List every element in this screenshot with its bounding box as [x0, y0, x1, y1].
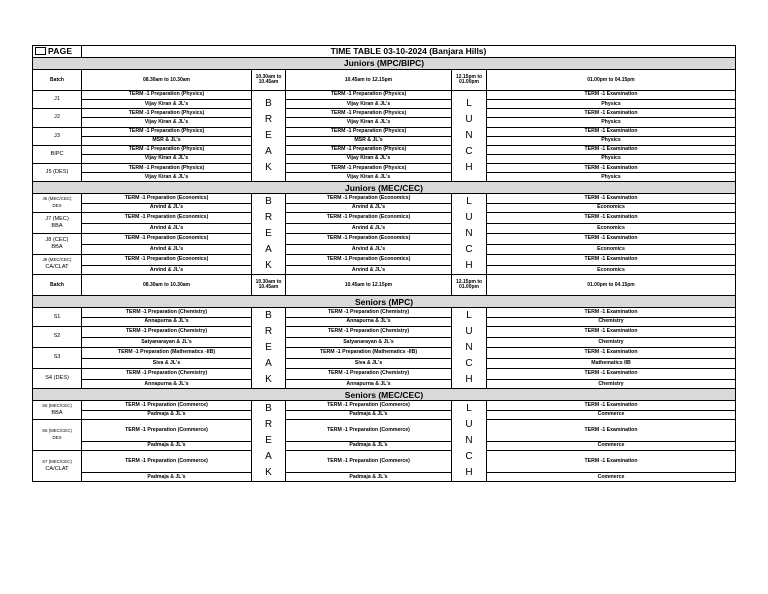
slot-2-teacher: Vijay Kiran & JL's [286, 118, 452, 127]
slot-1-subject: TERM -1 Preparation (Mathematics -IIB) [82, 347, 252, 359]
slot-3-subject: TERM -1 Examination [487, 233, 736, 245]
lunch-column-letter: L [466, 310, 472, 322]
title-row [33, 46, 736, 58]
slot-1-subject: TERM -1 Preparation (Chemistry) [82, 368, 252, 380]
slot-3-subject-name: Commerce [487, 441, 736, 450]
logo-icon [35, 47, 46, 55]
slot-2-subject: TERM -1 Preparation (Chemistry) [286, 308, 452, 317]
table-row [33, 410, 736, 419]
slot-2-subject: TERM -1 Preparation (Economics) [286, 212, 452, 224]
break-column [252, 91, 286, 182]
lunch-column-letter: H [465, 467, 473, 479]
header-batch: Batch [33, 70, 82, 91]
batch-cell [33, 368, 82, 389]
batch-name: J5 (DES) [45, 169, 69, 176]
break-column [252, 194, 286, 275]
slot-3-subject: TERM -1 Examination [487, 254, 736, 266]
header-slot-3: 01.00pm to 04.15pm [487, 70, 736, 91]
batch-cell [33, 164, 82, 182]
slot-2-subject: TERM -1 Preparation (Economics) [286, 194, 452, 203]
table-row [33, 266, 736, 275]
batch-name: S2 [53, 333, 61, 340]
slot-2-subject: TERM -1 Preparation (Commerce) [286, 401, 452, 410]
break-column-letter: R [264, 114, 273, 126]
break-column-letter: A [265, 358, 272, 370]
batch-name: J3 [54, 132, 60, 139]
slot-2-teacher: Siva & JL's [286, 359, 452, 368]
lunch-column-letter: L [466, 196, 472, 208]
batch-stream: CA/CLAT [45, 264, 69, 271]
slot-1-teacher: MSR & JL's [82, 136, 252, 145]
slot-1-subject: TERM -1 Preparation (Chemistry) [82, 326, 252, 338]
batch-cell [33, 401, 82, 419]
slot-3-subject: TERM -1 Examination [487, 308, 736, 317]
table-row [33, 317, 736, 326]
table-row [33, 380, 736, 389]
header-break-slot: 10.30am to 10.45am [252, 70, 286, 91]
batch-cell [33, 145, 82, 163]
slot-1-subject: TERM -1 Preparation (Commerce) [82, 451, 252, 473]
slot-3-subject-name: Commerce [487, 410, 736, 419]
table-row [33, 368, 736, 380]
break-column-letter: A [265, 146, 272, 158]
break-column-letter: B [265, 310, 272, 322]
lunch-column-letter: N [465, 435, 473, 447]
table-row [33, 451, 736, 473]
batch-cell [33, 194, 82, 212]
slot-2-teacher: Satyanarayan & JL's [286, 338, 452, 347]
slot-3-subject: TERM -1 Examination [487, 91, 736, 100]
slot-2-subject: TERM -1 Preparation (Physics) [286, 145, 452, 154]
logo [33, 46, 82, 58]
column-header-row [33, 275, 736, 296]
slot-3-subject: TERM -1 Examination [487, 401, 736, 410]
table-row [33, 136, 736, 145]
slot-3-subject: TERM -1 Examination [487, 368, 736, 380]
slot-2-teacher: Padmaja & JL's [286, 410, 452, 419]
slot-3-subject: TERM -1 Examination [487, 451, 736, 473]
lunch-column-letter: C [465, 244, 473, 256]
lunch-column-letter: U [465, 114, 473, 126]
header-lunch-slot: 12.15pm to 01.00pm [452, 70, 487, 91]
lunch-column [452, 194, 487, 275]
header-slot-2: 10.45am to 12.15pm [286, 70, 452, 91]
slot-2-subject: TERM -1 Preparation (Economics) [286, 233, 452, 245]
batch-stream: DES [52, 434, 62, 440]
table-row [33, 164, 736, 173]
slot-3-subject-name: Physics [487, 154, 736, 163]
table-row [33, 338, 736, 347]
slot-3-subject: TERM -1 Examination [487, 164, 736, 173]
lunch-column-letter: N [465, 342, 473, 354]
section-title: Juniors (MEC/CEC) [33, 182, 736, 194]
table-row [33, 100, 736, 109]
section-title: Seniors (MEC/CEC) [33, 389, 736, 401]
slot-3-subject-name: Economics [487, 266, 736, 275]
slot-3-subject: TERM -1 Examination [487, 194, 736, 203]
slot-1-subject: TERM -1 Preparation (Economics) [82, 233, 252, 245]
slot-2-teacher: Padmaja & JL's [286, 473, 452, 482]
batch-stream: BBA [51, 410, 63, 417]
slot-2-subject: TERM -1 Preparation (Mathematics -IIB) [286, 347, 452, 359]
batch-name: BIPC [50, 150, 64, 157]
batch-cell [33, 109, 82, 127]
slot-3-subject-name: Physics [487, 100, 736, 109]
table-row [33, 233, 736, 245]
table-row [33, 245, 736, 254]
break-column-letter: R [264, 326, 273, 338]
table-row [33, 145, 736, 154]
section-title-row [33, 389, 736, 401]
slot-1-teacher: Padmaja & JL's [82, 473, 252, 482]
header-batch: Batch [33, 275, 82, 296]
table-row [33, 109, 736, 118]
slot-1-teacher: Arvind & JL's [82, 203, 252, 212]
slot-3-subject-name: Chemistry [487, 317, 736, 326]
break-column-letter: R [264, 212, 273, 224]
break-column-letter: B [265, 196, 272, 208]
timetable [32, 45, 736, 482]
slot-3-subject: TERM -1 Examination [487, 212, 736, 224]
table-row [33, 359, 736, 368]
batch-stream: BBA [51, 243, 63, 250]
table-row [33, 118, 736, 127]
batch-cell [33, 451, 82, 482]
lunch-column-letter: H [465, 374, 473, 386]
section-title: Seniors (MPC) [33, 296, 736, 308]
slot-3-subject-name: Mathematics IIB [487, 359, 736, 368]
batch-name: S1 [53, 313, 61, 320]
slot-3-subject: TERM -1 Examination [487, 419, 736, 441]
lunch-column-letter: H [465, 162, 473, 174]
table-row [33, 473, 736, 482]
slot-3-subject-name: Physics [487, 173, 736, 182]
lunch-column-letter: N [465, 228, 473, 240]
break-column-letter: E [265, 130, 272, 142]
slot-2-teacher: Arvind & JL's [286, 266, 452, 275]
batch-name: S4 (DES) [45, 374, 69, 381]
break-column [252, 401, 286, 482]
lunch-column-letter: L [466, 403, 472, 415]
slot-1-teacher: Padmaja & JL's [82, 441, 252, 450]
slot-1-teacher: Vijay Kiran & JL's [82, 118, 252, 127]
break-column-letter: A [265, 451, 272, 463]
slot-2-teacher: Arvind & JL's [286, 245, 452, 254]
slot-3-subject: TERM -1 Examination [487, 347, 736, 359]
header-slot-1: 08.30am to 10.30am [82, 275, 252, 296]
slot-2-teacher: Arvind & JL's [286, 224, 452, 233]
slot-1-subject: TERM -1 Preparation (Physics) [82, 109, 252, 118]
slot-2-teacher: MSR & JL's [286, 136, 452, 145]
table-row [33, 224, 736, 233]
break-column-letter: E [265, 228, 272, 240]
timetable-sheet [32, 45, 735, 482]
section-title-row [33, 58, 736, 70]
batch-name: J8 (CEC) [45, 236, 69, 243]
slot-1-teacher: Vijay Kiran & JL's [82, 154, 252, 163]
slot-3-subject-name: Economics [487, 245, 736, 254]
slot-1-subject: TERM -1 Preparation (Physics) [82, 127, 252, 136]
lunch-column-letter: N [465, 130, 473, 142]
table-row [33, 326, 736, 338]
slot-1-teacher: Siva & JL's [82, 359, 252, 368]
slot-1-teacher: Arvind & JL's [82, 266, 252, 275]
batch-name: S5 (MEC/CEC) [42, 403, 72, 409]
slot-1-subject: TERM -1 Preparation (Economics) [82, 254, 252, 266]
batch-name: S7 (MEC/CEC) [42, 459, 72, 465]
slot-2-teacher: Annapurna & JL's [286, 317, 452, 326]
section-title-row [33, 296, 736, 308]
table-row [33, 127, 736, 136]
batch-name: S6 (MEC/CEC) [42, 427, 72, 433]
break-column [252, 308, 286, 389]
slot-1-subject: TERM -1 Preparation (Commerce) [82, 419, 252, 441]
slot-3-subject-name: Physics [487, 136, 736, 145]
batch-name: J2 [54, 114, 60, 121]
break-column-letter: B [265, 98, 272, 110]
table-row [33, 441, 736, 450]
slot-1-subject: TERM -1 Preparation (Commerce) [82, 401, 252, 410]
slot-3-subject-name: Economics [487, 224, 736, 233]
slot-3-subject-name: Chemistry [487, 338, 736, 347]
page-title: TIME TABLE 03-10-2024 (Banjara Hills) [82, 46, 736, 58]
break-column-letter: K [265, 467, 272, 479]
slot-1-teacher: Annapurna & JL's [82, 380, 252, 389]
slot-3-subject: TERM -1 Examination [487, 326, 736, 338]
slot-3-subject: TERM -1 Examination [487, 127, 736, 136]
slot-2-subject: TERM -1 Preparation (Commerce) [286, 451, 452, 473]
lunch-column-letter: C [465, 451, 473, 463]
lunch-column [452, 401, 487, 482]
batch-stream: BBA [51, 222, 63, 229]
slot-2-teacher: Vijay Kiran & JL's [286, 100, 452, 109]
batch-cell [33, 212, 82, 233]
slot-1-subject: TERM -1 Preparation (Physics) [82, 91, 252, 100]
table-row [33, 154, 736, 163]
slot-2-subject: TERM -1 Preparation (Economics) [286, 254, 452, 266]
column-header-row [33, 70, 736, 91]
lunch-column-letter: C [465, 358, 473, 370]
break-column-letter: E [265, 435, 272, 447]
batch-stream: DES [52, 203, 62, 209]
lunch-column [452, 308, 487, 389]
lunch-column-letter: U [465, 212, 473, 224]
lunch-column-letter: U [465, 326, 473, 338]
batch-cell [33, 347, 82, 368]
slot-3-subject-name: Commerce [487, 473, 736, 482]
table-row [33, 212, 736, 224]
table-row [33, 254, 736, 266]
header-break-slot: 10.30am to 10.45am [252, 275, 286, 296]
slot-2-teacher: Vijay Kiran & JL's [286, 154, 452, 163]
break-column-letter: K [265, 374, 272, 386]
slot-1-subject: TERM -1 Preparation (Economics) [82, 194, 252, 203]
batch-cell [33, 127, 82, 145]
slot-2-subject: TERM -1 Preparation (Physics) [286, 91, 452, 100]
batch-cell [33, 233, 82, 254]
table-row [33, 203, 736, 212]
slot-3-subject-name: Physics [487, 118, 736, 127]
break-column-letter: B [265, 403, 272, 415]
table-row [33, 419, 736, 441]
batch-cell [33, 91, 82, 109]
section-title-row [33, 182, 736, 194]
batch-cell [33, 254, 82, 275]
lunch-column-letter: C [465, 146, 473, 158]
slot-1-teacher: Vijay Kiran & JL's [82, 173, 252, 182]
slot-2-subject: TERM -1 Preparation (Physics) [286, 109, 452, 118]
batch-cell [33, 326, 82, 347]
slot-3-subject-name: Chemistry [487, 380, 736, 389]
table-row [33, 347, 736, 359]
table-row [33, 194, 736, 203]
break-column-letter: R [264, 419, 273, 431]
slot-1-subject: TERM -1 Preparation (Physics) [82, 145, 252, 154]
section-title: Juniors (MPC/BIPC) [33, 58, 736, 70]
table-row [33, 401, 736, 410]
batch-cell [33, 308, 82, 326]
slot-3-subject: TERM -1 Examination [487, 145, 736, 154]
batch-name: J1 [54, 96, 60, 103]
batch-cell [33, 419, 82, 450]
slot-3-subject-name: Economics [487, 203, 736, 212]
slot-2-teacher: Annapurna & JL's [286, 380, 452, 389]
header-lunch-slot: 12.15pm to 01.00pm [452, 275, 487, 296]
slot-2-teacher: Padmaja & JL's [286, 441, 452, 450]
header-slot-2: 10.45am to 12.15pm [286, 275, 452, 296]
header-slot-1: 08.30am to 10.30am [82, 70, 252, 91]
slot-1-subject: TERM -1 Preparation (Chemistry) [82, 308, 252, 317]
batch-name: J6 (MEC/CEC) [42, 196, 72, 202]
slot-2-subject: TERM -1 Preparation (Physics) [286, 164, 452, 173]
slot-2-teacher: Arvind & JL's [286, 203, 452, 212]
slot-1-teacher: Padmaja & JL's [82, 410, 252, 419]
slot-1-teacher: Arvind & JL's [82, 224, 252, 233]
break-column-letter: E [265, 342, 272, 354]
lunch-column-letter: H [465, 260, 473, 272]
header-slot-3: 01.00pm to 04.15pm [487, 275, 736, 296]
break-column-letter: A [265, 244, 272, 256]
logo-text: PAGE [48, 46, 73, 57]
slot-2-subject: TERM -1 Preparation (Commerce) [286, 419, 452, 441]
break-column-letter: K [265, 162, 272, 174]
slot-1-teacher: Arvind & JL's [82, 245, 252, 254]
slot-1-subject: TERM -1 Preparation (Economics) [82, 212, 252, 224]
slot-1-teacher: Vijay Kiran & JL's [82, 100, 252, 109]
batch-name: J9 (MEC/CEC) [42, 257, 72, 263]
batch-name: S3 [53, 354, 61, 361]
table-row [33, 173, 736, 182]
slot-2-subject: TERM -1 Preparation (Chemistry) [286, 326, 452, 338]
break-column-letter: K [265, 260, 272, 272]
slot-2-subject: TERM -1 Preparation (Physics) [286, 127, 452, 136]
batch-name: J7 (MEC) [45, 215, 69, 222]
batch-stream: CA/CLAT [45, 466, 69, 473]
slot-2-teacher: Vijay Kiran & JL's [286, 173, 452, 182]
table-row [33, 91, 736, 100]
slot-1-subject: TERM -1 Preparation (Physics) [82, 164, 252, 173]
lunch-column-letter: U [465, 419, 473, 431]
slot-2-subject: TERM -1 Preparation (Chemistry) [286, 368, 452, 380]
lunch-column [452, 91, 487, 182]
lunch-column-letter: L [466, 98, 472, 110]
slot-1-teacher: Annapurna & JL's [82, 317, 252, 326]
table-row [33, 308, 736, 317]
slot-3-subject: TERM -1 Examination [487, 109, 736, 118]
slot-1-teacher: Satyanarayan & JL's [82, 338, 252, 347]
